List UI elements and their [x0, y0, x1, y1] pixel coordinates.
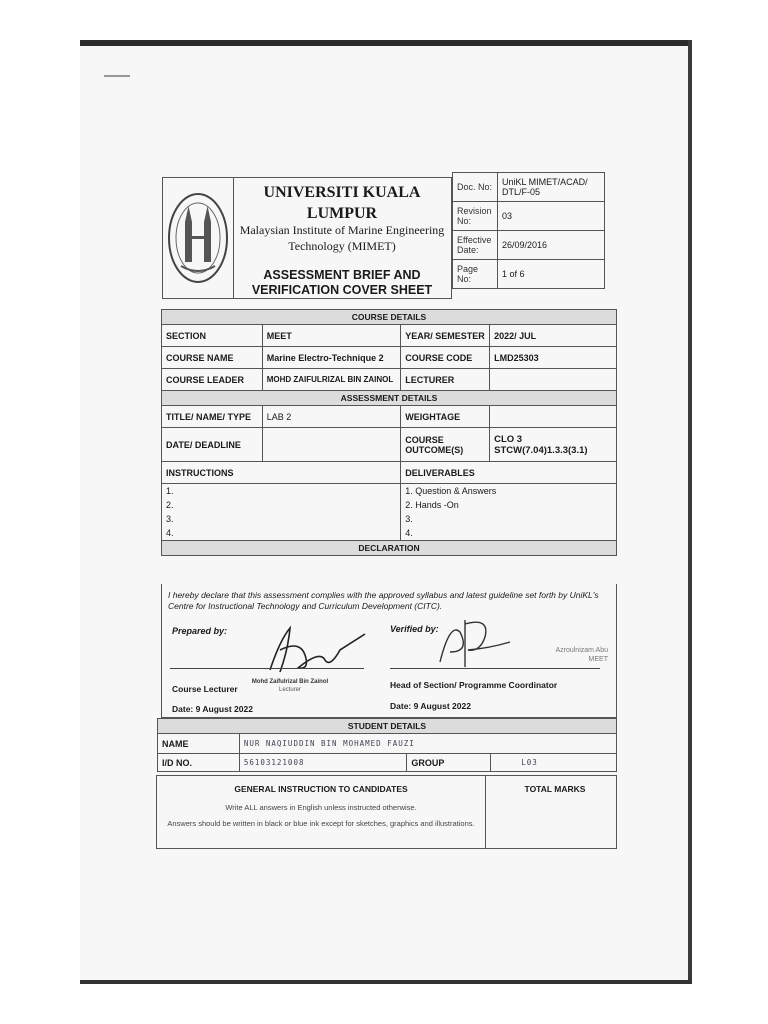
deadline-label: DATE/ DEADLINE	[162, 428, 263, 462]
scan-bottom-edge	[80, 980, 692, 984]
course-name-value: Marine Electro-Technique 2	[262, 347, 401, 369]
general-instruction-line-2: Answers should be written in black or blue ink except for sketches, graphics and illustrations.	[167, 819, 475, 828]
instruction-item: 4.	[162, 526, 401, 541]
prepared-date: Date: 9 August 2022	[172, 704, 253, 714]
weightage-label: WEIGHTAGE	[401, 406, 490, 428]
student-details-heading: STUDENT DETAILS	[158, 719, 617, 734]
head-signature-icon	[430, 612, 520, 672]
effective-date-value: 26/09/2016	[498, 231, 605, 260]
instruction-item: 2.	[162, 498, 401, 512]
student-name-value: NUR NAQIUDDIN BIN MOHAMED FAUZI	[239, 734, 616, 754]
doc-info-row	[453, 260, 605, 289]
deliverable-item: 4.	[401, 526, 617, 541]
lecturer-stamp: Mohd Zaifulrizal Bin Zainol	[251, 679, 329, 685]
student-id-value: 56103121008	[239, 754, 407, 772]
course-name-label: COURSE NAME	[162, 347, 263, 369]
revision-label: Revision No:	[453, 202, 498, 231]
verified-date: Date: 9 August 2022	[390, 701, 471, 711]
student-name-label: NAME	[158, 734, 240, 754]
group-label: GROUP	[407, 754, 491, 772]
general-instruction-line-1: Write ALL answers in English unless instructed otherwise.	[225, 803, 417, 812]
general-instructions-title: GENERAL INSTRUCTION TO CANDIDATES	[234, 784, 408, 794]
head-signature-line	[390, 668, 600, 669]
lecturer-stamp-sub: Lecturer	[278, 687, 301, 693]
scan-mark	[104, 75, 130, 77]
lecturer-signature-line	[170, 668, 364, 669]
unikl-crest-icon	[167, 192, 229, 284]
course-code-label: COURSE CODE	[401, 347, 490, 369]
doc-info-row	[453, 173, 605, 202]
course-code-value: LMD25303	[490, 347, 617, 369]
course-details-heading: COURSE DETAILS	[162, 310, 617, 325]
title-value: LAB 2	[262, 406, 401, 428]
group-value: L03	[491, 754, 617, 772]
declaration-block	[161, 584, 617, 718]
course-lecturer-label: Course Lecturer	[172, 684, 238, 694]
university-name: UNIVERSITI KUALA LUMPUR	[263, 184, 421, 222]
head-stamp-line-1: Azroulnizam Abu	[555, 647, 608, 654]
deliverables-label: DELIVERABLES	[401, 462, 617, 484]
revision-value: 03	[498, 202, 605, 231]
scan-right-edge	[688, 40, 692, 984]
document-title: ASSESSMENT BRIEF AND VERIFICATION COVER SHEET	[251, 268, 433, 297]
declaration-text: I hereby declare that this assessment complies with the approved syllabus and latest guideline set forth by UniKL's Centre for Instructional Technology and Curriculum Development (CITC).	[168, 590, 599, 611]
course-outcome-value	[490, 428, 617, 462]
head-stamp	[522, 646, 608, 664]
course-outcome-label: COURSE OUTCOME(S)	[401, 428, 490, 462]
year-label: YEAR/ SEMESTER	[401, 325, 490, 347]
section-label: SECTION	[162, 325, 263, 347]
student-id-label: I/D NO.	[158, 754, 240, 772]
institute-name: Malaysian Institute of Marine Engineering Technology (MIMET)	[239, 223, 445, 253]
total-marks-label: TOTAL MARKS	[524, 784, 586, 794]
instruction-item: 3.	[162, 512, 401, 526]
lecturer-label: LECTURER	[401, 369, 490, 391]
declaration-heading: DECLARATION	[162, 541, 617, 556]
prepared-by-label: Prepared by:	[172, 626, 228, 636]
outcome-line-1: CLO 3	[494, 433, 523, 445]
student-details-table	[157, 718, 617, 772]
page-no-value: 1 of 6	[498, 260, 605, 289]
doc-info-table	[452, 172, 605, 289]
instructions-label: INSTRUCTIONS	[162, 462, 401, 484]
section-value: MEET	[262, 325, 401, 347]
head-stamp-line-2: MEET	[588, 656, 608, 663]
course-leader-value: MOHD ZAIFULRIZAL BIN ZAINOL	[262, 369, 401, 391]
year-value: 2022/ JUL	[490, 325, 617, 347]
assessment-details-heading: ASSESSMENT DETAILS	[162, 391, 617, 406]
general-instructions-cell	[157, 776, 486, 848]
deliverable-item: 3.	[401, 512, 617, 526]
page-no-label: Page No:	[453, 260, 498, 289]
effective-date-label: Effective Date:	[453, 231, 498, 260]
instruction-item: 1.	[162, 484, 401, 499]
lecturer-signature-icon	[250, 620, 370, 680]
details-table	[161, 309, 617, 556]
title-label: TITLE/ NAME/ TYPE	[162, 406, 263, 428]
head-of-section-label: Head of Section/ Programme Coordinator	[390, 680, 558, 690]
verified-by-label: Verified by:	[390, 624, 439, 634]
document-header	[162, 177, 452, 299]
outcome-line-2: STCW(7.04)1.3.3(3.1)	[494, 444, 588, 456]
doc-no-value: UniKL MIMET/ACAD/ DTL/F-05	[498, 173, 605, 202]
deliverable-item: 2. Hands -On	[401, 498, 617, 512]
course-leader-label: COURSE LEADER	[162, 369, 263, 391]
deadline-value	[262, 428, 401, 462]
general-instructions-block	[156, 775, 617, 849]
lecturer-value	[490, 369, 617, 391]
weightage-value	[490, 406, 617, 428]
logo-cell	[163, 178, 234, 298]
doc-info-row	[453, 202, 605, 231]
deliverable-item: 1. Question & Answers	[401, 484, 617, 499]
doc-no-label: Doc. No:	[453, 173, 498, 202]
doc-info-row	[453, 231, 605, 260]
